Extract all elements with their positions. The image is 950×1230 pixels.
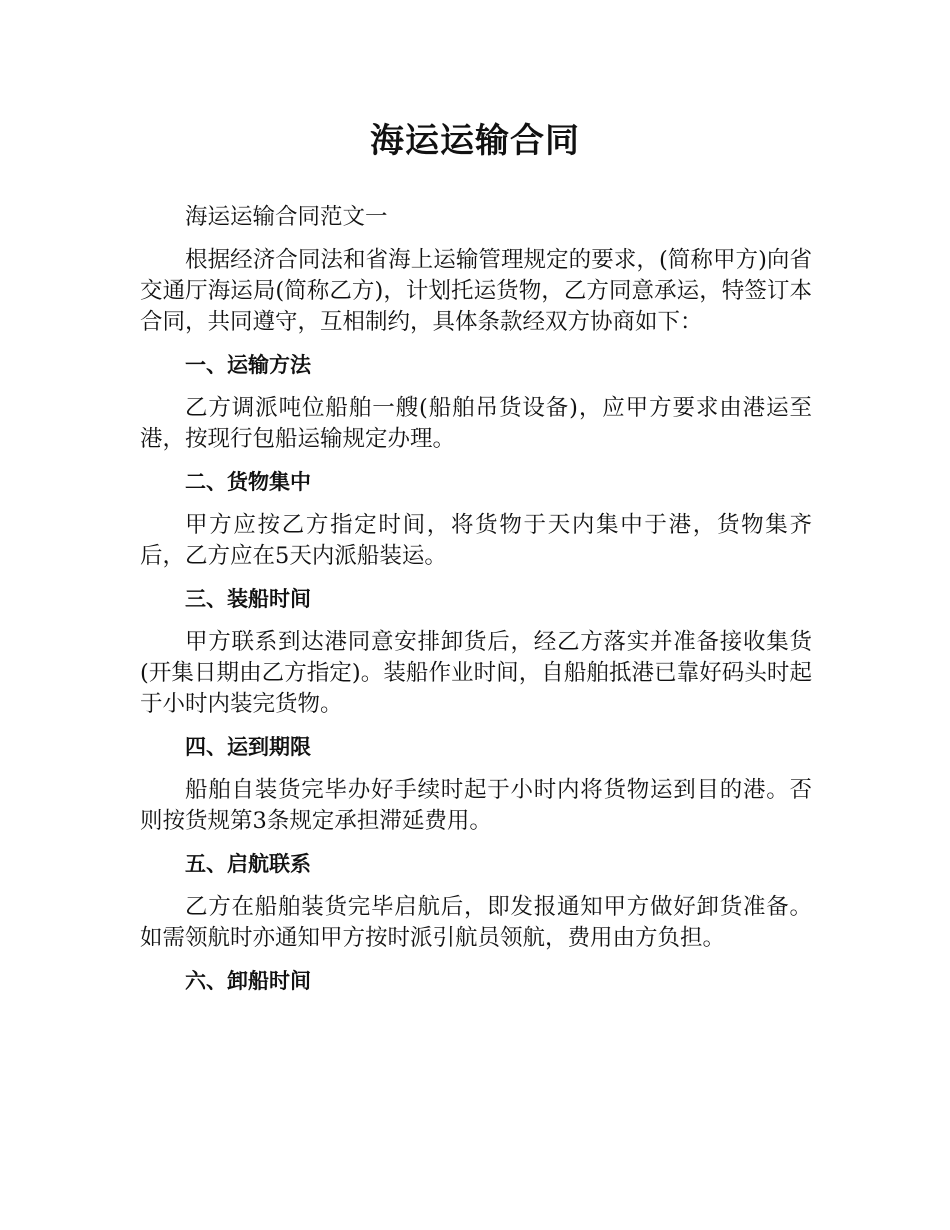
section-heading-delivery-deadline: 四、运到期限 [185,735,311,759]
section-heading-departure-contact: 五、启航联系 [185,852,311,876]
section-heading-cargo-collection: 二、货物集中 [185,470,311,494]
section-text-loading-time: 甲方联系到达港同意安排卸货后，经乙方落实并准备接收集货(开集日期由乙方指定)。装船作业时间，自船舶抵港已靠好码头时起于小时内装完货物。 [140,629,812,717]
section-heading-loading-time: 三、装船时间 [185,587,311,611]
section-heading-unloading-time: 六、卸船时间 [185,969,311,993]
section-text-cargo-collection: 甲方应按乙方指定时间，将货物于天内集中于港，货物集齐后，乙方应在5天内派船装运。 [140,512,812,569]
section-heading-transport-method: 一、运输方法 [185,353,311,377]
intro-paragraph: 根据经济合同法和省海上运输管理规定的要求，(简称甲方)向省交通厅海运局(简称乙方)，计划托运货物，乙方同意承运，特签订本合同，共同遵守，互相制约，具体条款经双方协商如下： [140,247,812,335]
section-text-departure-contact: 乙方在船舶装货完毕启航后，即发报通知甲方做好卸货准备。如需领航时亦通知甲方按时派引航员领航，费用由方负担。 [140,894,812,951]
section-text-delivery-deadline: 船舶自装货完毕办好手续时起于小时内将货物运到目的港。否则按货规第3条规定承担滞延费用。 [140,777,812,834]
document-subtitle: 海运运输合同范文一 [185,204,388,230]
document-title: 海运运输合同 [370,121,580,161]
document-body [140,202,812,1009]
section-text-transport-method: 乙方调派吨位船舶一艘(船舶吊货设备)，应甲方要求由港运至港，按现行包船运输规定办理。 [140,395,812,452]
